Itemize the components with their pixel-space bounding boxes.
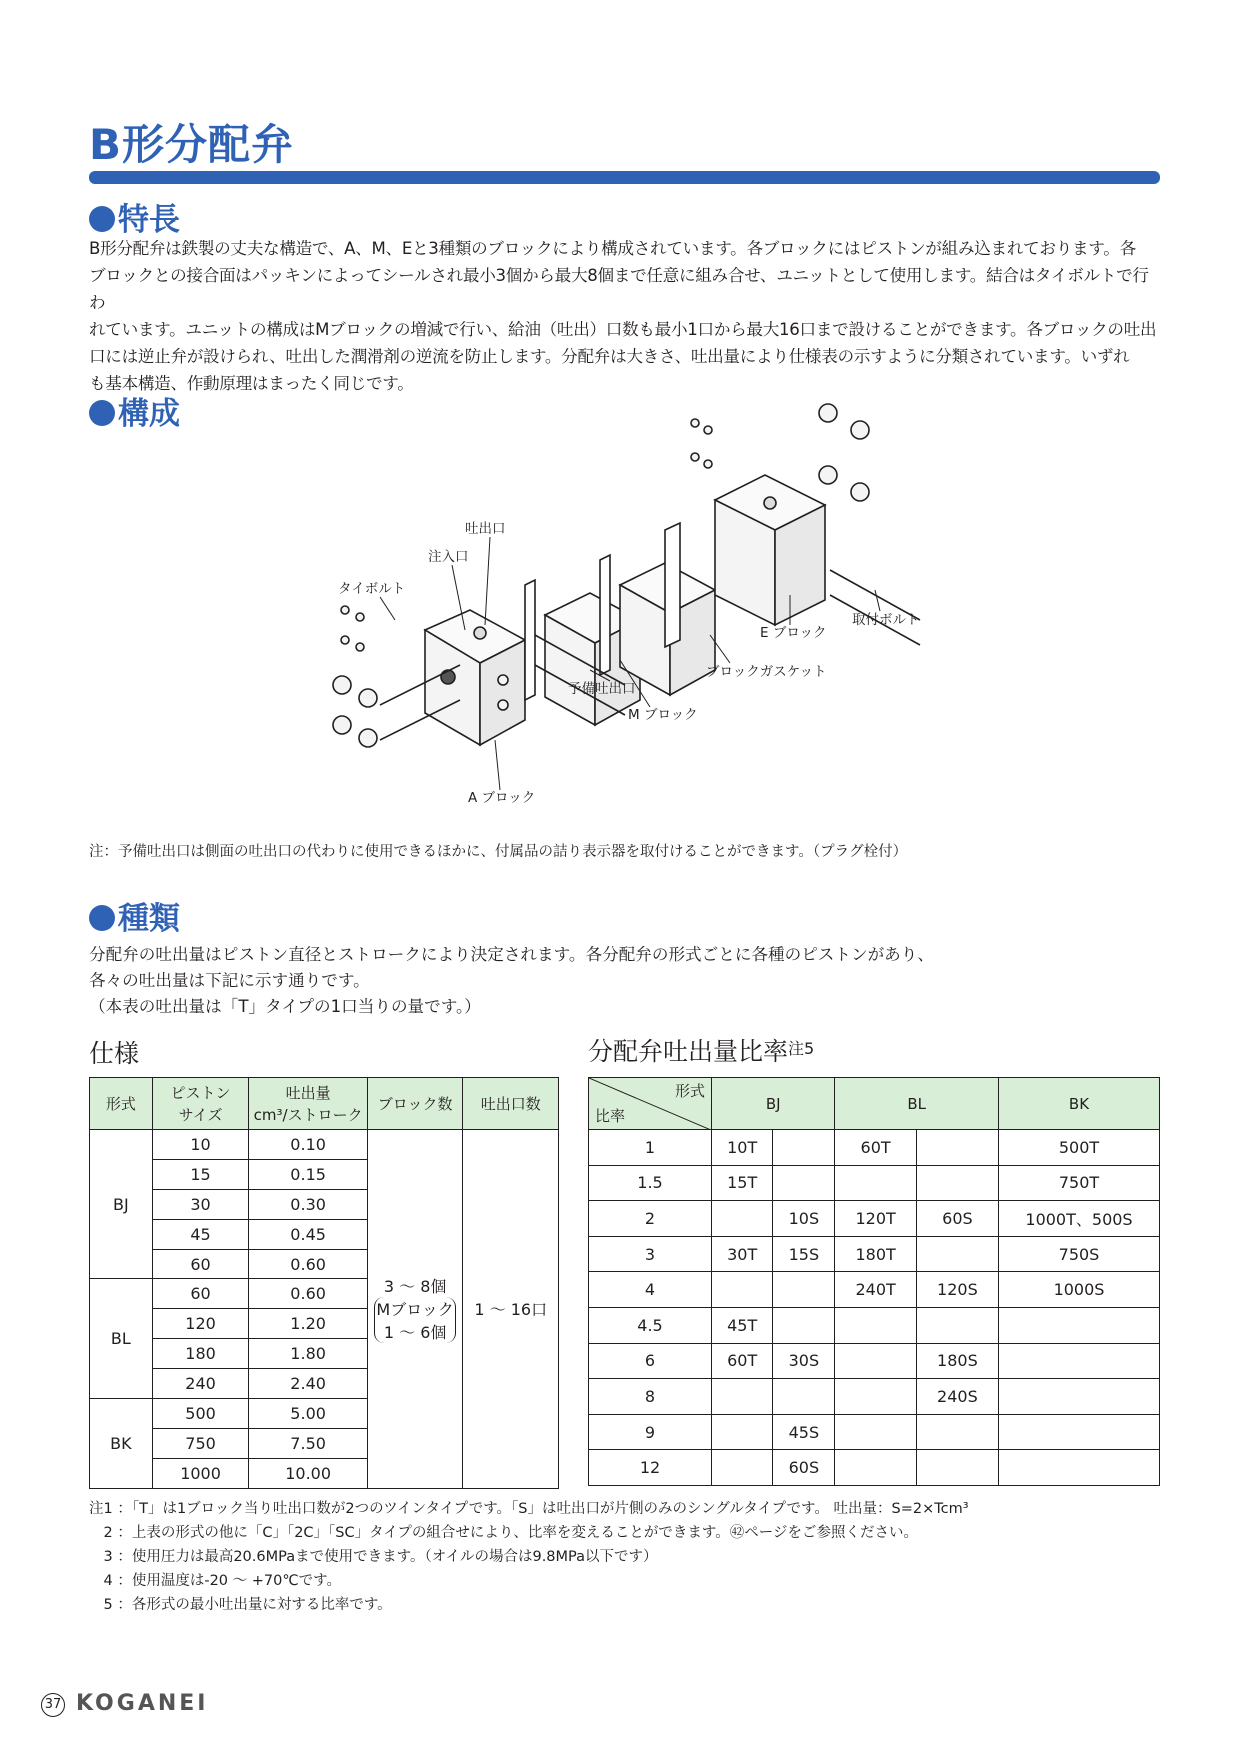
table-row: BJ 10 0.10 3 ～ 8個 Mブロック 1 ～ 6個 1 ～ 16口 <box>90 1130 559 1160</box>
ratio-cell <box>773 1307 835 1343</box>
ratio-cell <box>773 1379 835 1415</box>
label-outlet: 吐出口 <box>465 521 506 537</box>
table-row: 240 2.40 <box>90 1369 559 1399</box>
table-row: 750 7.50 <box>90 1428 559 1458</box>
ratio-cell <box>835 1379 916 1415</box>
blocks-cell: 3 ～ 8個 Mブロック 1 ～ 6個 <box>367 1130 463 1489</box>
ratio-cell: 180T <box>835 1236 916 1272</box>
ratio-cell: 15T <box>712 1165 773 1201</box>
features-paragraph: B形分配弁は鉄製の丈夫な構造で、A、M、Eと3種類のブロックにより構成されています。各ブロックにはピストンが組み込まれております。各 ブロックとの接合面はパッキンによってシールされ最小3個から最大8個まで任意に組み合せ、ユニットとして使用します。結合はタイボルトで行わ れています。ユニットの構成はMブロックの増減で行い、給油（吐出）口数も最小1口から最大16口まで設けることができます。各ブロックの吐出 口には逆止弁が設けられ、吐出した潤滑剤の逆流を防止します。分配弁は大きさ、吐出量により仕様表の示すように分類されています。いずれ も基本構造、作動原理はまったく同じです。 <box>89 239 1157 393</box>
ratio-cell: 45T <box>712 1307 773 1343</box>
ratio-cell <box>712 1201 773 1237</box>
ratio-cell <box>999 1307 1160 1343</box>
ratio-cell <box>835 1165 916 1201</box>
table-row: BK 500 5.00 <box>90 1399 559 1429</box>
label-eblock: E ブロック <box>760 625 827 641</box>
spec-header-blocks: ブロック数 <box>367 1078 463 1130</box>
ratio-cell: 30T <box>712 1236 773 1272</box>
label-gasket: ブロックガスケット <box>706 664 827 680</box>
ratio-cell: 10T <box>712 1130 773 1166</box>
page-number: 37 <box>41 1693 65 1717</box>
bullet-dot-icon <box>89 400 115 426</box>
spec-header-model: 形式 <box>90 1078 153 1130</box>
table-row <box>589 1201 1160 1237</box>
table-row: 60 0.60 <box>90 1249 559 1279</box>
ratio-cell: 750T <box>999 1165 1160 1201</box>
table-row <box>589 1165 1160 1201</box>
ports-cell: 1 ～ 16口 <box>463 1130 559 1489</box>
ratio-cell <box>916 1307 998 1343</box>
spec-table <box>89 1077 559 1489</box>
section-heading-types: 種類 <box>89 893 180 938</box>
spec-header-output: 吐出量 cm³/ストローク <box>249 1078 368 1130</box>
ratio-header-bj: BJ <box>712 1078 835 1130</box>
ratio-cell <box>916 1414 998 1450</box>
spec-header-piston: ピストン サイズ <box>152 1078 249 1130</box>
ratio-cell <box>773 1272 835 1308</box>
footnotes: 注1 ：「T」は1ブロック当り吐出口数が2つのツインタイプです。「S」は吐出口が片側のみのシングルタイプです。 吐出量：S=2×Tcm³ 2 ：上表の形式の他に「C」「2C」「SC」タイプの組合せにより、比率を変えることができます。㊷ページをご参照ください。 3 ：使用圧力は最高20.6MPaまで使用できます。（オイルの場合は9.8MPa以下です） 4 ：使用温度は-20 ～ +70℃です。 5 ：各形式の最小吐出量に対する比率です。 <box>89 1501 969 1613</box>
ratio-cell <box>999 1379 1160 1415</box>
ratio-cell <box>712 1414 773 1450</box>
ratio-cell <box>712 1272 773 1308</box>
ratio-cell-ratio: 9 <box>589 1414 712 1450</box>
table-row <box>589 1379 1160 1415</box>
label-spare-outlet: 予備吐出口 <box>568 681 636 697</box>
ratio-table <box>588 1077 1160 1486</box>
ratio-header-bl: BL <box>835 1078 999 1130</box>
ratio-cell <box>999 1343 1160 1379</box>
spec-heading: 仕様 <box>89 1039 140 1068</box>
ratio-cell <box>835 1343 916 1379</box>
ratio-cell <box>712 1379 773 1415</box>
bullet-dot-icon <box>89 905 115 931</box>
ratio-cell: 120T <box>835 1201 916 1237</box>
ratio-heading: 分配弁吐出量比率$^{注5}$ <box>588 1037 815 1066</box>
ratio-cell-ratio: 1.5 <box>589 1165 712 1201</box>
spec-header-ports: 吐出口数 <box>463 1078 559 1130</box>
ratio-cell <box>835 1307 916 1343</box>
ratio-cell <box>835 1450 916 1486</box>
table-row <box>589 1307 1160 1343</box>
title-underline <box>89 171 1160 184</box>
table-row: BL 60 0.60 <box>90 1279 559 1309</box>
ratio-cell: 750S <box>999 1236 1160 1272</box>
ratio-header-corner: 形式 比率 <box>589 1078 712 1130</box>
label-ablock: A ブロック <box>468 790 536 806</box>
ratio-cell-ratio: 6 <box>589 1343 712 1379</box>
ratio-cell: 15S <box>773 1236 835 1272</box>
ratio-cell: 240T <box>835 1272 916 1308</box>
ratio-cell: 1000T、500S <box>999 1201 1160 1237</box>
ratio-cell <box>916 1130 998 1166</box>
ratio-cell-ratio: 4.5 <box>589 1307 712 1343</box>
ratio-cell: 240S <box>916 1379 998 1415</box>
label-tiebolt: タイボルト <box>338 581 406 597</box>
brand-logo: KOGANEI <box>76 1691 209 1716</box>
label-mountbolt: 取付ボルト <box>852 612 920 628</box>
ratio-cell <box>916 1165 998 1201</box>
ratio-cell: 120S <box>916 1272 998 1308</box>
table-row: 30 0.30 <box>90 1189 559 1219</box>
table-row: 1000 10.00 <box>90 1458 559 1488</box>
ratio-cell <box>916 1450 998 1486</box>
table-row <box>589 1130 1160 1166</box>
ratio-cell: 60S <box>773 1450 835 1486</box>
label-mblock: M ブロック <box>628 707 698 723</box>
ratio-cell <box>712 1450 773 1486</box>
ratio-cell <box>835 1414 916 1450</box>
composition-note: 注：予備吐出口は側面の吐出口の代わりに使用できるほかに、付属品の詰り表示器を取付けることができます。（プラグ栓付） <box>89 844 908 860</box>
table-row <box>589 1272 1160 1308</box>
ratio-cell: 180S <box>916 1343 998 1379</box>
ratio-cell: 500T <box>999 1130 1160 1166</box>
ratio-cell-ratio: 4 <box>589 1272 712 1308</box>
ratio-cell: 1000S <box>999 1272 1160 1308</box>
ratio-cell-ratio: 2 <box>589 1201 712 1237</box>
ratio-cell: 45S <box>773 1414 835 1450</box>
table-row: 45 0.45 <box>90 1219 559 1249</box>
ratio-cell: 60T <box>712 1343 773 1379</box>
table-row: 120 1.20 <box>90 1309 559 1339</box>
table-row <box>589 1343 1160 1379</box>
table-row <box>589 1450 1160 1486</box>
ratio-cell-ratio: 12 <box>589 1450 712 1486</box>
table-row <box>589 1236 1160 1272</box>
section-heading-composition: 構成 <box>89 388 180 433</box>
ratio-cell <box>773 1165 835 1201</box>
page-title: B形分配弁 <box>89 120 295 169</box>
section-heading-features: 特長 <box>89 194 180 239</box>
exploded-assembly-diagram <box>320 395 940 815</box>
ratio-cell: 10S <box>773 1201 835 1237</box>
types-paragraph: 分配弁の吐出量はピストン直径とストロークにより決定されます。各分配弁の形式ごとに各種のピストンがあり、 各々の吐出量は下記に示す通りです。 （本表の吐出量は「T」タイプの1口当りの量です。） <box>89 945 934 1016</box>
table-row: 180 1.80 <box>90 1339 559 1369</box>
table-row: 15 0.15 <box>90 1159 559 1189</box>
ratio-cell <box>916 1236 998 1272</box>
ratio-cell: 30S <box>773 1343 835 1379</box>
bullet-dot-icon <box>89 206 115 232</box>
ratio-cell: 60S <box>916 1201 998 1237</box>
ratio-cell-ratio: 1 <box>589 1130 712 1166</box>
ratio-cell <box>999 1414 1160 1450</box>
table-row <box>589 1414 1160 1450</box>
ratio-cell <box>773 1130 835 1166</box>
ratio-cell-ratio: 3 <box>589 1236 712 1272</box>
ratio-cell-ratio: 8 <box>589 1379 712 1415</box>
label-inlet: 注入口 <box>428 549 469 565</box>
ratio-header-bk: BK <box>999 1078 1160 1130</box>
ratio-cell: 60T <box>835 1130 916 1166</box>
ratio-cell <box>999 1450 1160 1486</box>
